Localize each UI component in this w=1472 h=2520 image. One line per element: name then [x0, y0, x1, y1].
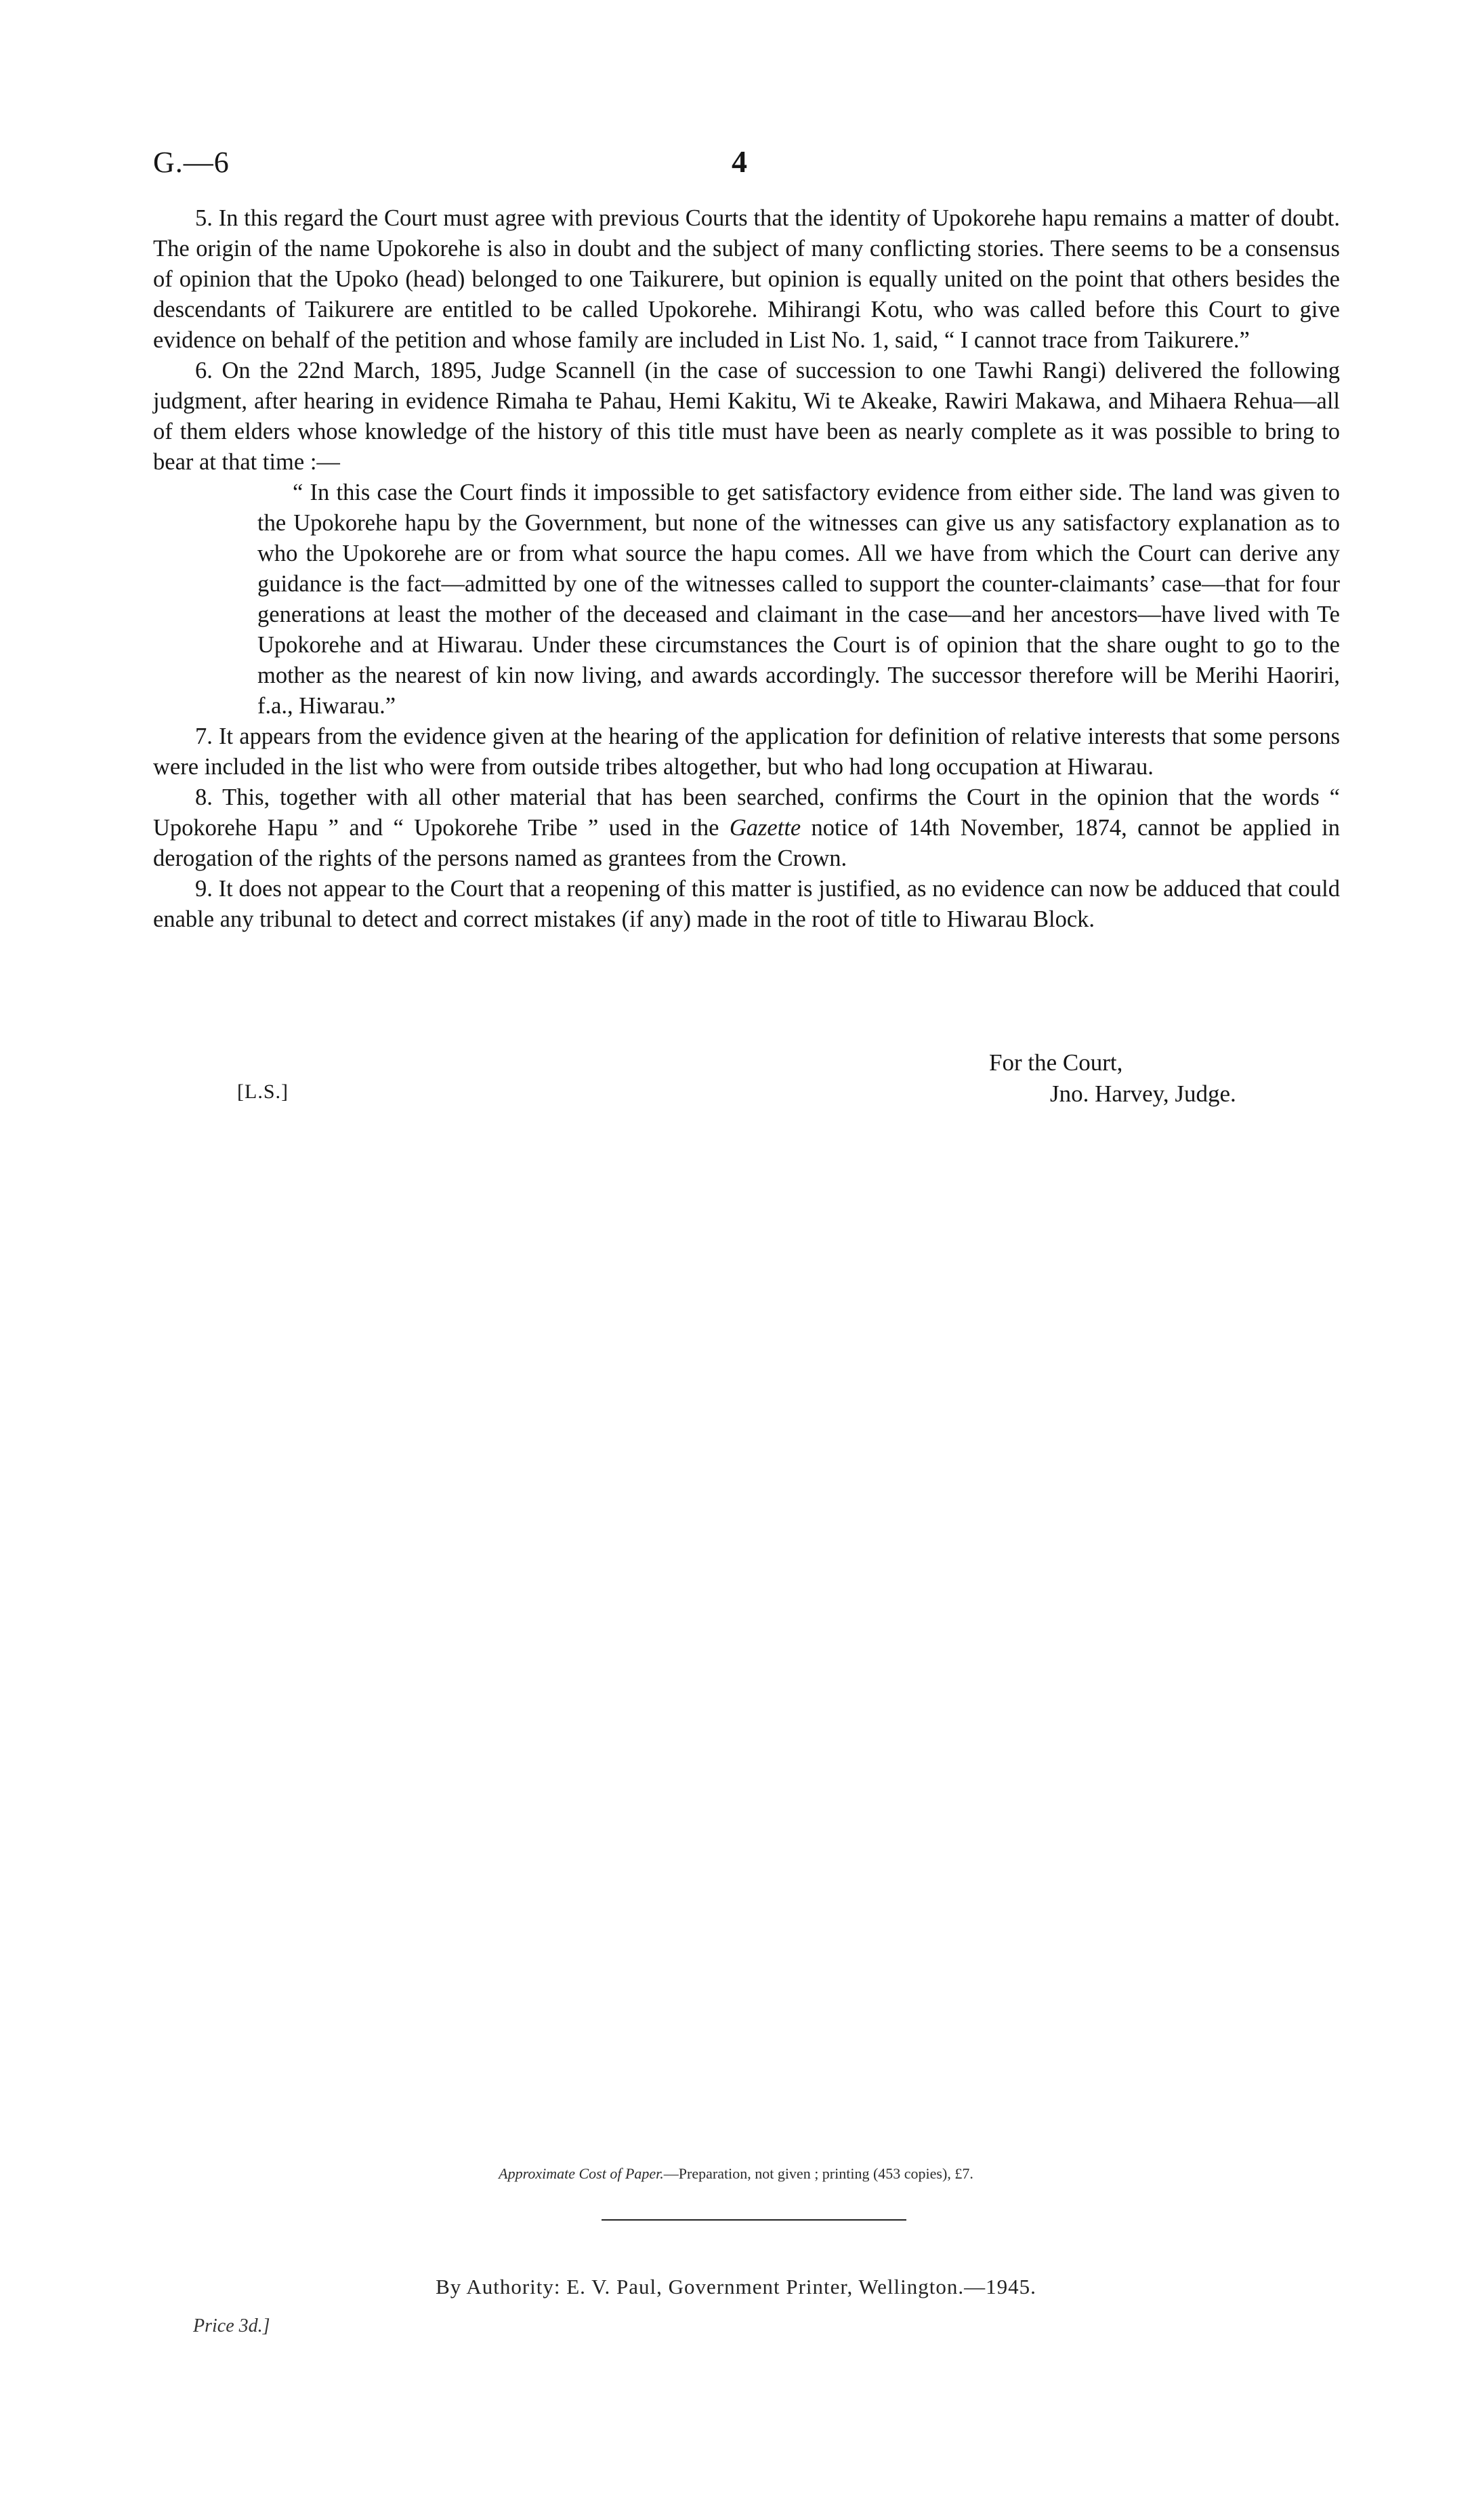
body-text: [153, 203, 1340, 935]
price-note: Price 3d.]: [193, 2315, 270, 2336]
paragraph-5: 5. In this regard the Court must agree with previous Courts that the identity of Upokorehe hapu remains a matter of doubt. The origin of the name Upokorehe is also in doubt and the subject of many conflicting stories. There seems to be a consensus of opinion that the Upoko (head) belonged to one Taikurere, but opinion is equally united on the point that others besides the descendants of Taikurere are entitled to be called Upokorehe. Mihirangi Kotu, who was called before this Court to give evidence on behalf of the petition and whose family are included in List No. 1, said, “ I cannot trace from Taikurere.”: [153, 205, 1340, 353]
paragraph-8-text-b: notice of 14th November, 1874, cannot be applied in derogation of the rights of the persons named as grantees from the Crown.: [153, 815, 1340, 871]
cost-label: Approximate Cost of Paper.: [499, 2165, 664, 2182]
page-number: 4: [732, 144, 747, 179]
footer-divider: [602, 2219, 906, 2221]
gazette-italic: Gazette: [729, 815, 801, 841]
quoted-judgment-text: “ In this case the Court finds it impossible to get satisfactory evidence from either side. The land was given to the Upokorehe hapu by the Government, but none of the witnesses can give us any satisfactory explanation as to who the Upokorehe are or from what source the hapu comes. All we have from which the Court can derive any guidance is the fact—admitted by one of the witnesses called to support the counter-claimants’ case—that for four generations at least the mother of the deceased and claimant in the case—and her ancestors—have lived with Te Upokorehe and at Hiwarau. Under these circumstances the Court is of opinion that the share ought to go to the mother as the nearest of kin now living, and awards accordingly. The successor therefore will be Merihi Haoriri, f.a., Hiwarau.”: [257, 480, 1340, 719]
paragraph-8: [153, 782, 1340, 874]
cost-text: —Preparation, not given ; printing (453 copies), £7.: [663, 2165, 973, 2182]
for-the-court: For the Court,: [989, 1049, 1123, 1076]
seal-mark: [L.S.]: [237, 1080, 289, 1103]
judge-signature: Jno. Harvey, Judge.: [1050, 1080, 1236, 1107]
paragraph-7: 7. It appears from the evidence given at the hearing of the application for definition of relative interests that some persons were included in the list who were from outside tribes altogether, but who had long occupation at Hiwarau.: [153, 723, 1340, 780]
paragraph-9: 9. It does not appear to the Court that a reopening of this matter is justified, as no evidence can now be adduced that could enable any tribunal to detect and correct mistakes (if any) made in the root of title to Hiwarau Block.: [153, 876, 1340, 932]
document-reference: G.—6: [153, 146, 230, 179]
paragraph-8-text-a: 8. This, together with all other material that has been searched, confirms the Court in the opinion that the words “ Upokorehe Hapu ” and “ Upokorehe Tribe ” used in the: [153, 784, 1340, 841]
cost-of-paper: [0, 2165, 1472, 2183]
printer-authority: By Authority: E. V. Paul, Government Printer, Wellington.—1945.: [436, 2275, 1036, 2298]
quoted-judgment: [257, 478, 1340, 721]
signoff: [989, 1047, 1236, 1110]
paragraph-6: 6. On the 22nd March, 1895, Judge Scannell (in the case of succession to one Tawhi Rangi) delivered the following judgment, after hearing in evidence Rimaha te Pahau, Hemi Kakitu, Wi te Akeake, Rawiri Makawa, and Mihaera Rehua—all of them elders whose knowledge of the history of this title must have been as nearly complete as it was possible to bring to bear at that time :—: [153, 358, 1340, 475]
